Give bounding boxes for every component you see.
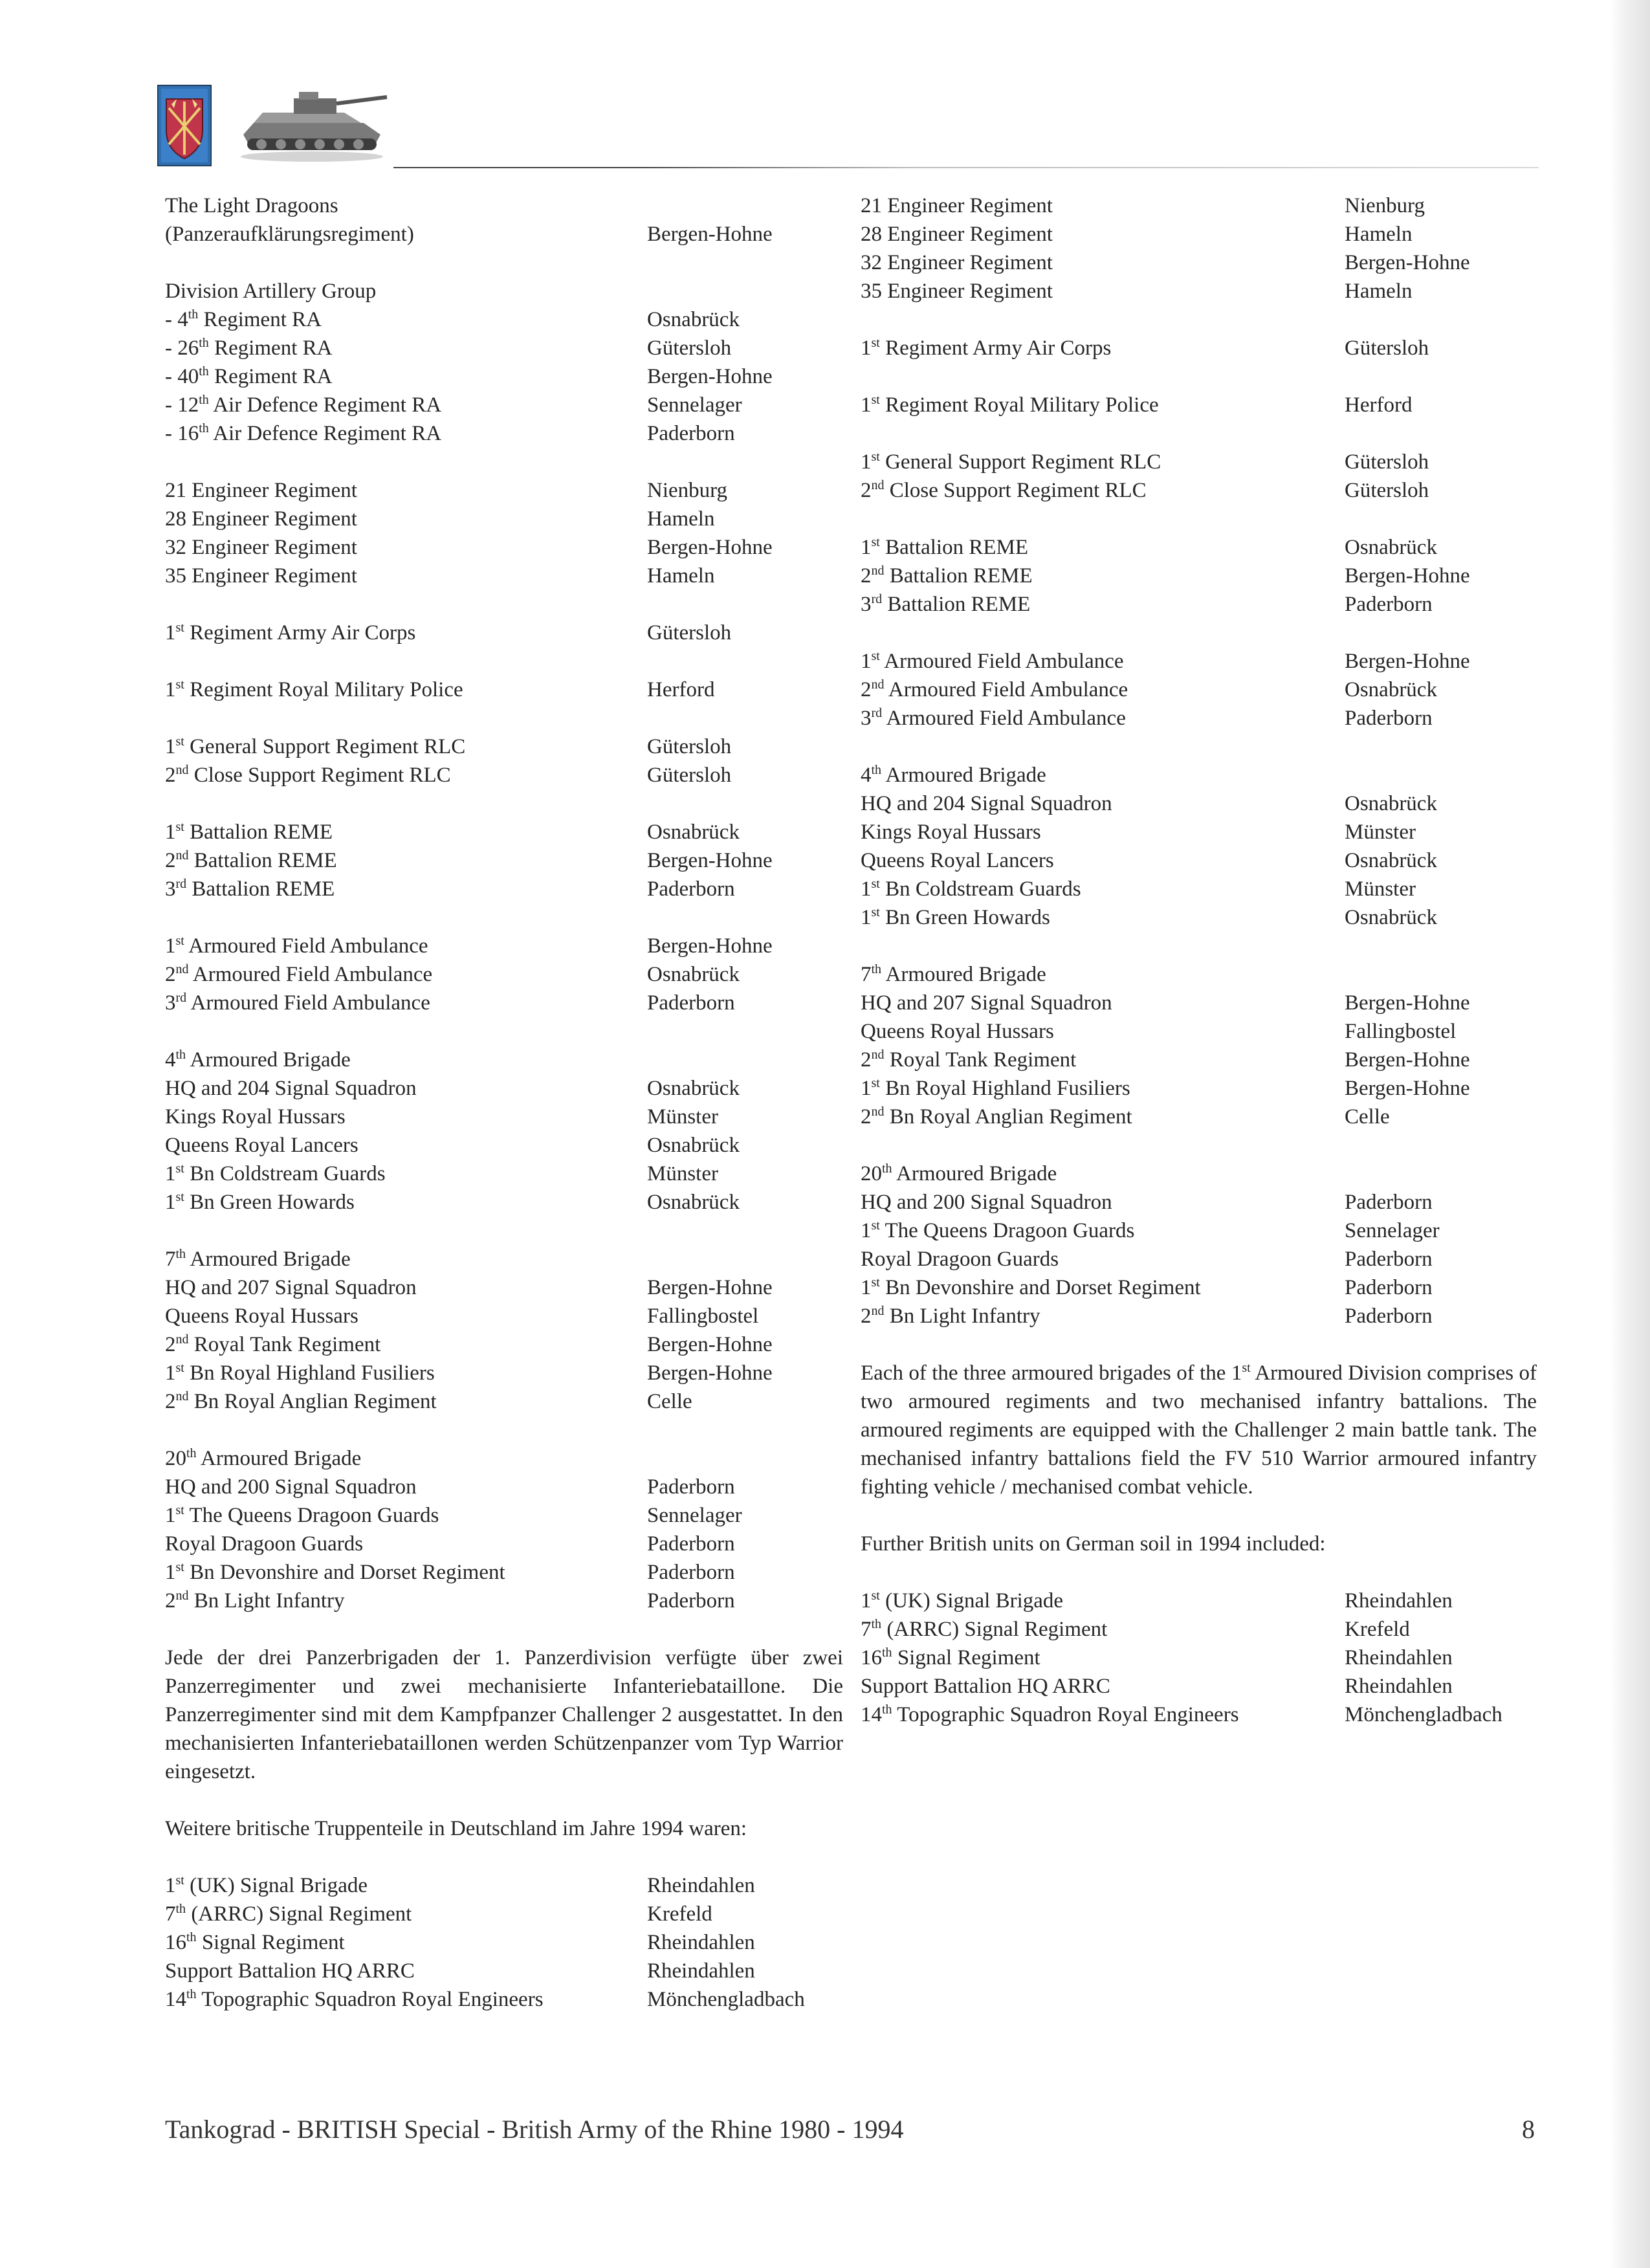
unit-name: 1st Regiment Army Air Corps <box>165 621 416 644</box>
unit-location: Bergen-Hohne <box>647 365 773 388</box>
list-item <box>165 391 844 419</box>
list-item <box>861 1074 1540 1103</box>
engineer-list <box>165 476 844 590</box>
list-item <box>165 1900 844 1928</box>
unit-name: 35 Engineer Regiment <box>165 564 357 588</box>
list-item <box>861 1701 1540 1729</box>
engineer-list <box>861 192 1540 305</box>
unit-name: 21 Engineer Regiment <box>165 479 357 502</box>
unit-location: Paderborn <box>1345 1248 1433 1271</box>
artillery-list <box>165 305 844 448</box>
unit-location: Hameln <box>647 564 715 588</box>
english-paragraph: Each of the three armoured brigades of the 1st Armoured Division comprises of two armoured regiments and two mechanised infantry battalions. The armoured regiments are equipped with the Challenger 2 main battle tank. The mechanised infantry battalions field the FV 510 Warrior armoured infantry fighting vehicle / mechanised combat vehicle. <box>861 1361 1537 1499</box>
reme-list <box>861 533 1540 619</box>
unit-name: - 26th Regiment RA <box>165 336 333 360</box>
unit-location: Rheindahlen <box>647 1959 755 1983</box>
further-units-list <box>165 1871 844 2014</box>
list-item <box>165 362 844 391</box>
list-item <box>861 1160 1540 1188</box>
unit-name: 7th (ARRC) Signal Regiment <box>861 1617 1108 1641</box>
unit-location: Fallingbostel <box>647 1305 759 1328</box>
unit-name: 20th Armoured Brigade <box>165 1446 362 1470</box>
list-item <box>861 192 1540 220</box>
unit-name: 2nd Armoured Field Ambulance <box>165 962 433 986</box>
header-rule <box>393 167 1539 168</box>
list-item <box>165 1131 844 1160</box>
reme-list <box>165 818 844 903</box>
unit-location: Bergen-Hohne <box>1345 1077 1470 1100</box>
division-crest-icon <box>157 85 212 166</box>
police-list <box>165 676 844 704</box>
unit-location: Paderborn <box>1345 1305 1433 1328</box>
list-item <box>165 1587 844 1615</box>
unit-location: Bergen-Hohne <box>647 1276 773 1299</box>
list-item <box>861 903 1540 932</box>
unit-name: 7th (ARRC) Signal Regiment <box>165 1902 412 1926</box>
unit-name: 2nd Bn Light Infantry <box>165 1589 345 1613</box>
unit-location: Paderborn <box>1345 593 1433 616</box>
list-item <box>165 1501 844 1530</box>
unit-name: 1st The Queens Dragoon Guards <box>861 1218 1135 1242</box>
unit-name: - 4th Regiment RA <box>165 307 322 331</box>
unit-location: Gütersloh <box>647 336 732 360</box>
list-item <box>165 1444 844 1473</box>
list-item <box>861 476 1540 505</box>
list-item <box>861 391 1540 419</box>
list-item <box>165 619 844 647</box>
unit-location: Paderborn <box>1345 1276 1433 1299</box>
list-item <box>861 220 1540 248</box>
unit-location: Bergen-Hohne <box>647 934 773 958</box>
unit-location: Sennelager <box>647 1504 742 1527</box>
list-item <box>861 1302 1540 1330</box>
unit-location: Osnabrück <box>1345 678 1437 701</box>
unit-location: Rheindahlen <box>647 1874 755 1897</box>
unit-name: Queens Royal Hussars <box>861 1020 1054 1043</box>
unit-location: Nienburg <box>1345 194 1425 217</box>
unit-name: 32 Engineer Regiment <box>861 251 1053 274</box>
unit-location: Bergen-Hohne <box>647 536 773 559</box>
list-item <box>165 846 844 875</box>
list-item <box>861 989 1540 1017</box>
unit-location: Paderborn <box>647 991 735 1015</box>
unit-location: Gütersloh <box>647 764 732 787</box>
unit-location: Gütersloh <box>647 735 732 758</box>
unit-location: Osnabrück <box>1345 792 1437 815</box>
ambulance-list <box>861 647 1540 732</box>
unit-location: Bergen-Hohne <box>647 1333 773 1356</box>
unit-location: Herford <box>647 678 715 701</box>
list-item <box>165 505 844 533</box>
brigade-4-list <box>861 761 1540 932</box>
left-column <box>165 192 844 2014</box>
brigade-4-list <box>165 1046 844 1217</box>
unit-location: Sennelager <box>647 393 742 417</box>
unit-name: HQ and 204 Signal Squadron <box>861 792 1112 815</box>
list-item <box>861 818 1540 846</box>
unit-location: Gütersloh <box>1345 336 1429 360</box>
unit-name: HQ and 200 Signal Squadron <box>861 1191 1112 1214</box>
brigade-7-list <box>861 960 1540 1131</box>
unit-name: 1st Bn Green Howards <box>861 905 1050 929</box>
list-item: (Panzeraufklärungsregiment) Bergen-Hohne <box>165 223 773 246</box>
unit-location: Osnabrück <box>647 820 740 844</box>
unit-name: Royal Dragoon Guards <box>165 1532 364 1556</box>
unit-location: Osnabrück <box>647 308 740 331</box>
unit-name: 1st Armoured Field Ambulance <box>165 934 428 958</box>
list-item <box>861 676 1540 704</box>
unit-location: Osnabrück <box>647 1191 740 1214</box>
unit-name: 14th Topographic Squadron Royal Engineers <box>165 1987 544 2011</box>
list-item <box>861 1273 1540 1302</box>
unit-location: Hameln <box>647 507 715 531</box>
unit-location: Münster <box>1345 820 1416 844</box>
list-item <box>861 960 1540 989</box>
list-item <box>165 419 844 448</box>
unit-location: Celle <box>1345 1105 1390 1128</box>
unit-location: Osnabrück <box>647 1134 740 1157</box>
unit-name: 3rd Battalion REME <box>861 592 1031 616</box>
unit-name: 35 Engineer Regiment <box>861 280 1053 303</box>
unit-name: HQ and 207 Signal Squadron <box>861 991 1112 1015</box>
unit-name: 1st Battalion REME <box>861 535 1028 559</box>
list-item <box>861 846 1540 875</box>
list-item <box>861 1017 1540 1046</box>
unit-name: 1st General Support Regiment RLC <box>165 734 466 758</box>
unit-name: 1st Bn Coldstream Guards <box>165 1162 386 1185</box>
unit-name: 3rd Armoured Field Ambulance <box>165 991 430 1015</box>
list-item <box>165 818 844 846</box>
unit-name: Royal Dragoon Guards <box>861 1248 1059 1271</box>
unit-location: Münster <box>647 1105 718 1128</box>
list-item <box>165 1359 844 1387</box>
right-column <box>861 192 1540 1729</box>
page-edge-shadow <box>1610 0 1650 2268</box>
list-item <box>165 1928 844 1957</box>
unit-location: Bergen-Hohne <box>1345 251 1470 274</box>
unit-name: 4th Armoured Brigade <box>861 763 1046 787</box>
list-item <box>861 562 1540 590</box>
unit-name: - 40th Regiment RA <box>165 364 333 388</box>
unit-name: 16th Signal Regiment <box>861 1646 1040 1669</box>
list-item <box>165 476 844 505</box>
unit-name: 1st Regiment Army Air Corps <box>861 336 1112 360</box>
unit-location: Celle <box>647 1390 692 1413</box>
unit-location: Krefeld <box>1345 1618 1410 1641</box>
list-item <box>165 875 844 903</box>
unit-name: Queens Royal Hussars <box>165 1305 358 1328</box>
unit-location: Osnabrück <box>647 1077 740 1100</box>
unit-name: 2nd Close Support Regiment RLC <box>861 478 1147 502</box>
list-item <box>165 1473 844 1501</box>
german-paragraph: Jede der drei Panzerbrigaden der 1. Panzerdivision verfügte über zwei Panzerregimenter und zwei mechanisierte Infanteriebataillone. Die Panzerregimenter sind mit dem Kampfpanzer Challenger 2 ausgestattet. In den mechanisierten Infanteriebataillonen werden Schützenpanzer vom Typ Warrior eingesetzt. <box>165 1646 843 1783</box>
unit-location: Bergen-Hohne <box>1345 564 1470 588</box>
unit-location: Bergen-Hohne <box>647 1361 773 1385</box>
section-heading: Weitere britische Truppenteile in Deutschland im Jahre 1994 waren: <box>165 1817 747 1840</box>
footer-title: Tankograd - BRITISH Special - British Army of the Rhine 1980 - 1994 <box>165 2115 904 2144</box>
unit-location: Fallingbostel <box>1345 1020 1457 1043</box>
list-item <box>861 248 1540 277</box>
unit-name: 1st Regiment Royal Military Police <box>861 393 1159 417</box>
rlc-list <box>861 448 1540 505</box>
list-item <box>165 305 844 334</box>
unit-location: Sennelager <box>1345 1219 1440 1242</box>
unit-location: Paderborn <box>647 1589 735 1613</box>
unit-name: 21 Engineer Regiment <box>861 194 1053 217</box>
unit-name: 2nd Battalion REME <box>861 564 1033 588</box>
list-item <box>165 732 844 761</box>
unit-name: 1st (UK) Signal Brigade <box>165 1873 368 1897</box>
unit-name: 1st Armoured Field Ambulance <box>861 649 1124 673</box>
unit-location: Osnabrück <box>647 963 740 986</box>
unit-location: Münster <box>1345 877 1416 901</box>
unit-name: 1st Bn Devonshire and Dorset Regiment <box>861 1275 1201 1299</box>
unit-location: Paderborn <box>647 1475 735 1499</box>
unit-location: Bergen-Hohne <box>1345 991 1470 1015</box>
unit-name: 2nd Royal Tank Regiment <box>165 1332 381 1356</box>
unit-location: Gütersloh <box>647 621 732 644</box>
unit-name: 1st Battalion REME <box>165 820 333 844</box>
list-item <box>861 789 1540 818</box>
unit-name: 7th Armoured Brigade <box>165 1247 351 1271</box>
unit-name: HQ and 200 Signal Squadron <box>165 1475 417 1499</box>
unit-name: 3rd Battalion REME <box>165 877 335 901</box>
police-list <box>861 391 1540 419</box>
unit-name: - 16th Air Defence Regiment RA <box>165 421 442 445</box>
unit-location: Hameln <box>1345 223 1413 246</box>
air-corps-list <box>861 334 1540 362</box>
unit-location: Mönchengladbach <box>647 1988 805 2011</box>
list-item <box>861 448 1540 476</box>
unit-location: Rheindahlen <box>647 1931 755 1954</box>
list-item <box>165 562 844 590</box>
unit-name: 1st Regiment Royal Military Police <box>165 677 463 701</box>
list-item <box>165 1046 844 1074</box>
list-item <box>165 1103 844 1131</box>
unit-name: Queens Royal Lancers <box>861 849 1054 872</box>
unit-location: Osnabrück <box>1345 906 1437 929</box>
list-item <box>165 1188 844 1217</box>
unit-location: Osnabrück <box>1345 849 1437 872</box>
unit-name: 7th Armoured Brigade <box>861 962 1046 986</box>
unit-location: Paderborn <box>1345 707 1433 730</box>
armoured-vehicle-icon <box>234 84 390 163</box>
list-item <box>861 1245 1540 1273</box>
list-item: The Light Dragoons <box>165 194 338 217</box>
unit-name: 3rd Armoured Field Ambulance <box>861 706 1126 730</box>
unit-location: Krefeld <box>647 1902 712 1926</box>
unit-location: Mönchengladbach <box>1345 1703 1502 1726</box>
brigade-7-list <box>165 1245 844 1416</box>
unit-name: HQ and 207 Signal Squadron <box>165 1276 417 1299</box>
unit-location: Paderborn <box>647 877 735 901</box>
list-item <box>165 1245 844 1273</box>
list-item <box>861 533 1540 562</box>
list-item <box>165 1074 844 1103</box>
unit-name: 1st Bn Coldstream Guards <box>861 877 1081 901</box>
list-item <box>861 1615 1540 1644</box>
unit-name: Kings Royal Hussars <box>165 1105 346 1128</box>
ambulance-list <box>165 932 844 1017</box>
list-item <box>165 989 844 1017</box>
list-item <box>861 761 1540 789</box>
list-item <box>165 1558 844 1587</box>
unit-name: 1st Bn Royal Highland Fusiliers <box>165 1361 435 1385</box>
unit-location: Paderborn <box>647 422 735 445</box>
list-item <box>165 1387 844 1416</box>
unit-location: Gütersloh <box>1345 450 1429 474</box>
list-item <box>165 761 844 789</box>
unit-location: Bergen-Hohne <box>1345 1048 1470 1072</box>
list-item <box>861 1217 1540 1245</box>
unit-name: Queens Royal Lancers <box>165 1134 358 1157</box>
unit-name: 1st General Support Regiment RLC <box>861 450 1161 474</box>
unit-name: 2nd Bn Light Infantry <box>861 1304 1040 1328</box>
unit-name: 2nd Bn Royal Anglian Regiment <box>165 1389 437 1413</box>
unit-name: 14th Topographic Squadron Royal Engineers <box>861 1702 1239 1726</box>
list-item <box>861 1188 1540 1217</box>
unit-location: Paderborn <box>1345 1191 1433 1214</box>
unit-location: Herford <box>1345 393 1413 417</box>
list-item <box>165 1871 844 1900</box>
unit-name: 2nd Armoured Field Ambulance <box>861 677 1128 701</box>
list-item <box>861 1672 1540 1701</box>
unit-location: Münster <box>647 1162 718 1185</box>
unit-name: 1st Bn Royal Highland Fusiliers <box>861 1076 1130 1100</box>
list-item <box>861 647 1540 676</box>
further-units-list <box>861 1587 1540 1729</box>
unit-name: HQ and 204 Signal Squadron <box>165 1077 417 1100</box>
list-item <box>165 1530 844 1558</box>
list-item <box>165 1957 844 1985</box>
unit-name: Kings Royal Hussars <box>861 820 1041 844</box>
list-item <box>861 1587 1540 1615</box>
brigade-20-list <box>165 1444 844 1615</box>
unit-name: 2nd Bn Royal Anglian Regiment <box>861 1105 1132 1128</box>
list-item <box>861 875 1540 903</box>
unit-name: - 12th Air Defence Regiment RA <box>165 393 442 417</box>
section-heading: Further British units on German soil in 1994 included: <box>861 1532 1326 1556</box>
list-item <box>165 932 844 960</box>
unit-location: Paderborn <box>647 1561 735 1584</box>
brigade-20-list <box>861 1160 1540 1330</box>
unit-location: Hameln <box>1345 280 1413 303</box>
unit-name: Support Battalion HQ ARRC <box>861 1675 1110 1698</box>
unit-name: 1st Bn Green Howards <box>165 1190 355 1214</box>
list-item <box>861 704 1540 732</box>
unit-location: Osnabrück <box>1345 536 1437 559</box>
list-item <box>165 533 844 562</box>
unit-location: Paderborn <box>647 1532 735 1556</box>
list-item <box>165 1985 844 2014</box>
unit-location: Rheindahlen <box>1345 1675 1453 1698</box>
unit-name: 2nd Battalion REME <box>165 848 337 872</box>
list-item <box>861 1046 1540 1074</box>
unit-location: Rheindahlen <box>1345 1646 1453 1669</box>
list-item <box>165 1160 844 1188</box>
list-item <box>861 1103 1540 1131</box>
unit-name: 28 Engineer Regiment <box>165 507 357 531</box>
list-item <box>165 960 844 989</box>
unit-name: 16th Signal Regiment <box>165 1930 345 1954</box>
section-heading: Division Artillery Group <box>165 280 377 303</box>
unit-name: 32 Engineer Regiment <box>165 536 357 559</box>
list-item <box>861 1644 1540 1672</box>
unit-name: 2nd Royal Tank Regiment <box>861 1048 1077 1072</box>
list-item <box>165 1273 844 1302</box>
unit-name: Support Battalion HQ ARRC <box>165 1959 415 1983</box>
unit-name: 1st The Queens Dragoon Guards <box>165 1503 439 1527</box>
unit-name: 1st Bn Devonshire and Dorset Regiment <box>165 1560 505 1584</box>
unit-name: 28 Engineer Regiment <box>861 223 1053 246</box>
list-item <box>165 676 844 704</box>
list-item <box>861 590 1540 619</box>
unit-location: Bergen-Hohne <box>647 849 773 872</box>
unit-name: 4th Armoured Brigade <box>165 1048 351 1072</box>
list-item <box>861 334 1540 362</box>
unit-location: Nienburg <box>647 479 728 502</box>
list-item <box>165 1330 844 1359</box>
air-corps-list <box>165 619 844 647</box>
unit-name: 1st (UK) Signal Brigade <box>861 1589 1064 1613</box>
unit-location: Bergen-Hohne <box>1345 650 1470 673</box>
page-number: 8 <box>1522 2115 1535 2144</box>
unit-name: 2nd Close Support Regiment RLC <box>165 763 451 787</box>
list-item <box>165 1302 844 1330</box>
rlc-list <box>165 732 844 789</box>
unit-name: 20th Armoured Brigade <box>861 1162 1057 1185</box>
list-item <box>165 334 844 362</box>
list-item <box>861 277 1540 305</box>
unit-location: Rheindahlen <box>1345 1589 1453 1613</box>
unit-location: Gütersloh <box>1345 479 1429 502</box>
